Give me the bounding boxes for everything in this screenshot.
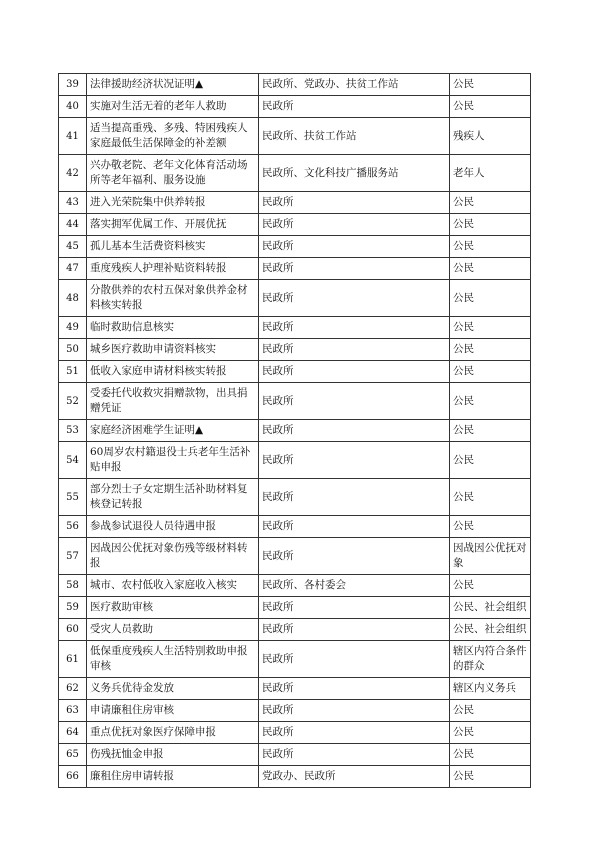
department-cell: 民政所 [259,641,450,678]
department-cell: 民政所 [259,700,450,722]
table-row [59,74,531,96]
target-cell: 辖区内符合条件的群众 [450,641,531,678]
department-cell: 民政所 [259,442,450,479]
table-row [59,155,531,192]
department-cell: 民政所 [259,597,450,619]
row-number-cell: 53 [59,420,87,442]
item-name-cell: 参战参试退役人员待遇申报 [87,516,259,538]
row-number-cell: 60 [59,619,87,641]
item-name-cell: 家庭经济困难学生证明▲ [87,420,259,442]
table-row [59,722,531,744]
department-cell: 民政所 [259,214,450,236]
item-name-cell: 进入光荣院集中供养转报 [87,192,259,214]
target-cell: 公民 [450,420,531,442]
row-number-cell: 51 [59,361,87,383]
department-cell: 党政办、民政所 [259,766,450,788]
target-cell: 公民 [450,744,531,766]
target-cell: 公民 [450,192,531,214]
table-row [59,317,531,339]
target-cell: 公民 [450,516,531,538]
item-name-cell: 兴办敬老院、老年文化体育活动场所等老年福利、服务设施 [87,155,259,192]
row-number-cell: 58 [59,575,87,597]
table-row [59,383,531,420]
item-name-cell: 受委托代收救灾捐赠款物，出具捐赠凭证 [87,383,259,420]
target-cell: 公民 [450,479,531,516]
item-name-cell: 孤儿基本生活费资料核实 [87,236,259,258]
table-row [59,258,531,280]
row-number-cell: 40 [59,96,87,118]
row-number-cell: 42 [59,155,87,192]
table-row [59,236,531,258]
table-body [59,74,531,788]
table-row [59,280,531,317]
department-cell: 民政所 [259,619,450,641]
row-number-cell: 39 [59,74,87,96]
table-row [59,700,531,722]
target-cell: 公民、社会组织 [450,619,531,641]
target-cell: 因战因公优抚对象 [450,538,531,575]
item-name-cell: 义务兵优待金发放 [87,678,259,700]
department-cell: 民政所 [259,258,450,280]
table-row [59,361,531,383]
target-cell: 辖区内义务兵 [450,678,531,700]
department-cell: 民政所 [259,96,450,118]
item-name-cell: 法律援助经济状况证明▲ [87,74,259,96]
item-name-cell: 落实拥军优属工作、开展优抚 [87,214,259,236]
item-name-cell: 申请廉租住房审核 [87,700,259,722]
item-name-cell: 部分烈士子女定期生活补助材料复核登记转报 [87,479,259,516]
row-number-cell: 55 [59,479,87,516]
table-row [59,641,531,678]
row-number-cell: 52 [59,383,87,420]
row-number-cell: 64 [59,722,87,744]
item-name-cell: 实施对生活无着的老年人救助 [87,96,259,118]
target-cell: 公民、社会组织 [450,597,531,619]
item-name-cell: 低保重度残疾人生活特别救助申报审核 [87,641,259,678]
target-cell: 公民 [450,317,531,339]
department-cell: 民政所 [259,516,450,538]
item-name-cell: 医疗救助审核 [87,597,259,619]
target-cell: 公民 [450,339,531,361]
department-cell: 民政所 [259,339,450,361]
item-name-cell: 适当提高重残、多残、特困残疾人家庭最低生活保障金的补差额 [87,118,259,155]
target-cell: 公民 [450,96,531,118]
target-cell: 公民 [450,361,531,383]
row-number-cell: 61 [59,641,87,678]
target-cell: 公民 [450,442,531,479]
item-name-cell: 重点优抚对象医疗保障申报 [87,722,259,744]
department-cell: 民政所 [259,280,450,317]
table-row [59,214,531,236]
item-name-cell: 重度残疾人护理补贴资料转报 [87,258,259,280]
item-name-cell: 临时救助信息核实 [87,317,259,339]
table-row [59,619,531,641]
department-cell: 民政所、党政办、扶贫工作站 [259,74,450,96]
table-row [59,96,531,118]
service-items-table [58,73,531,788]
item-name-cell: 受灾人员救助 [87,619,259,641]
item-name-cell: 伤残抚恤金申报 [87,744,259,766]
target-cell: 公民 [450,280,531,317]
target-cell: 公民 [450,700,531,722]
table-row [59,678,531,700]
item-name-cell: 因战因公优抚对象伤残等级材料转报 [87,538,259,575]
department-cell: 民政所 [259,420,450,442]
row-number-cell: 44 [59,214,87,236]
department-cell: 民政所 [259,479,450,516]
table-row [59,442,531,479]
department-cell: 民政所 [259,361,450,383]
target-cell: 公民 [450,236,531,258]
row-number-cell: 63 [59,700,87,722]
item-name-cell: 低收入家庭申请材料核实转报 [87,361,259,383]
row-number-cell: 48 [59,280,87,317]
department-cell: 民政所 [259,317,450,339]
department-cell: 民政所 [259,538,450,575]
row-number-cell: 62 [59,678,87,700]
target-cell: 公民 [450,575,531,597]
row-number-cell: 57 [59,538,87,575]
table-row [59,766,531,788]
row-number-cell: 54 [59,442,87,479]
target-cell: 公民 [450,258,531,280]
table-row [59,118,531,155]
target-cell: 公民 [450,383,531,420]
target-cell: 公民 [450,766,531,788]
row-number-cell: 49 [59,317,87,339]
row-number-cell: 59 [59,597,87,619]
item-name-cell: 分散供养的农村五保对象供养金材料核实转报 [87,280,259,317]
item-name-cell: 城市、农村低收入家庭收入核实 [87,575,259,597]
department-cell: 民政所 [259,383,450,420]
target-cell: 老年人 [450,155,531,192]
department-cell: 民政所 [259,722,450,744]
table-row [59,339,531,361]
row-number-cell: 43 [59,192,87,214]
table-row [59,516,531,538]
row-number-cell: 47 [59,258,87,280]
table-row [59,479,531,516]
item-name-cell: 60周岁农村籍退役士兵老年生活补贴申报 [87,442,259,479]
row-number-cell: 50 [59,339,87,361]
department-cell: 民政所、文化科技广播服务站 [259,155,450,192]
target-cell: 公民 [450,722,531,744]
department-cell: 民政所 [259,236,450,258]
item-name-cell: 廉租住房申请转报 [87,766,259,788]
row-number-cell: 65 [59,744,87,766]
row-number-cell: 56 [59,516,87,538]
table-row [59,420,531,442]
department-cell: 民政所 [259,192,450,214]
table-row [59,575,531,597]
row-number-cell: 66 [59,766,87,788]
table-row [59,538,531,575]
table-row [59,192,531,214]
department-cell: 民政所 [259,678,450,700]
row-number-cell: 45 [59,236,87,258]
target-cell: 残疾人 [450,118,531,155]
row-number-cell: 41 [59,118,87,155]
department-cell: 民政所、各村委会 [259,575,450,597]
table-row [59,744,531,766]
department-cell: 民政所、扶贫工作站 [259,118,450,155]
target-cell: 公民 [450,214,531,236]
item-name-cell: 城乡医疗救助申请资料核实 [87,339,259,361]
target-cell: 公民 [450,74,531,96]
table-row [59,597,531,619]
department-cell: 民政所 [259,744,450,766]
